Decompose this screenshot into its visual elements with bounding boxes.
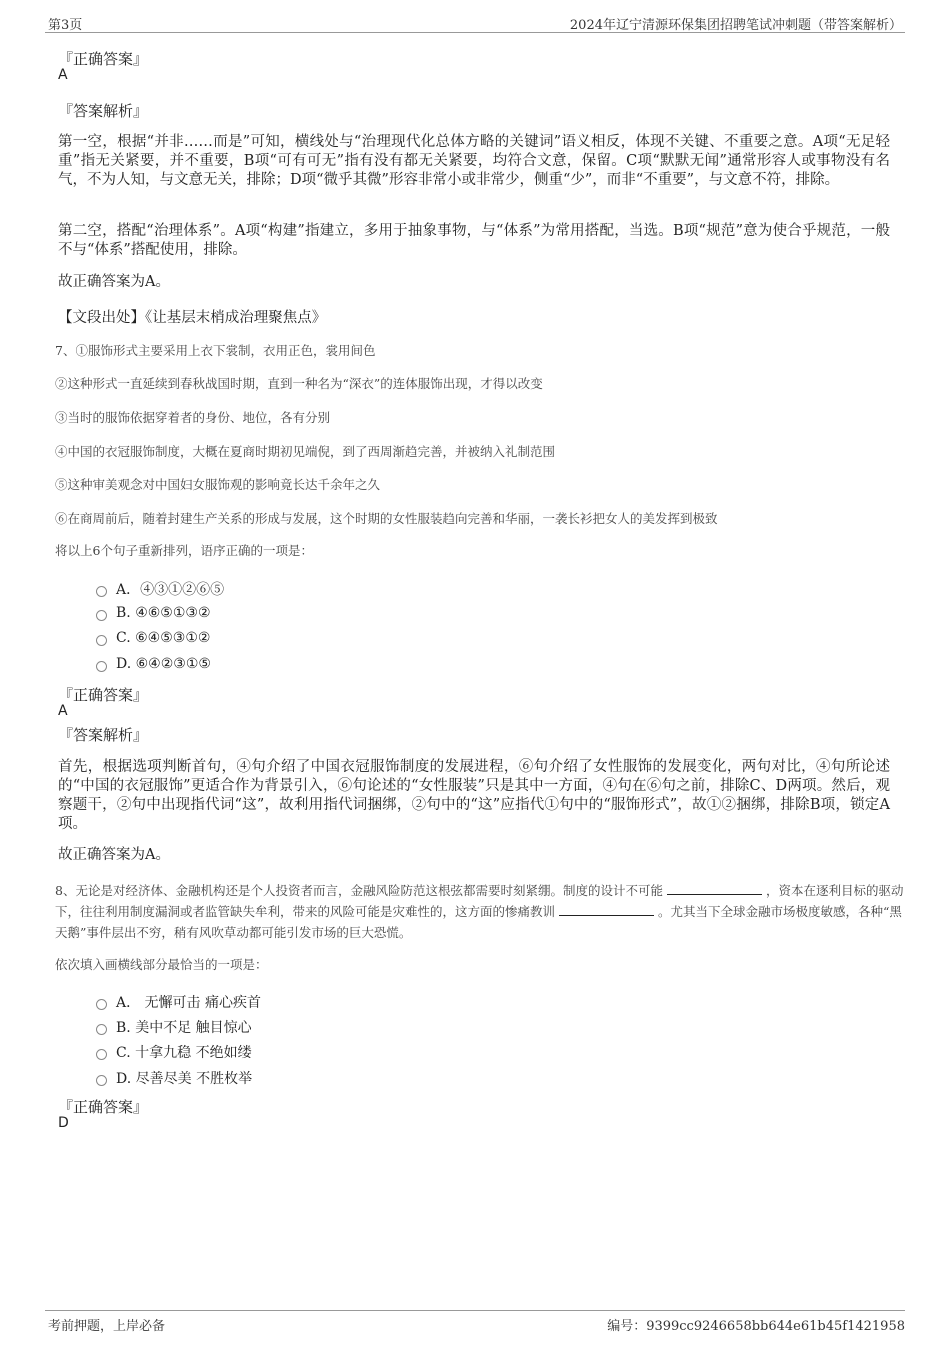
answer-label: 『正确答案』	[58, 1098, 149, 1116]
option-a[interactable]	[96, 992, 261, 1012]
page-footer	[45, 1310, 905, 1335]
question-line: ④中国的衣冠服饰制度，大概在夏商时期初见端倪，到了西周渐趋完善，并被纳入礼制范围	[55, 444, 556, 459]
fill-blank	[667, 882, 762, 895]
stem-part: 。尤其当下全球金融市场极度敏感，各种“黑天鹅”事件层出不穷，稍有风吹草动都可能引发市场的巨大恐慌。	[55, 904, 902, 940]
radio-icon[interactable]	[96, 661, 107, 672]
option-label: D. 尽善尽美 不胜枚举	[116, 1071, 253, 1087]
radio-icon[interactable]	[96, 1049, 107, 1060]
option-d[interactable]	[96, 656, 211, 672]
option-label: B. 美中不足 触目惊心	[116, 1020, 252, 1036]
option-label: B. ④⑥⑤①③②	[116, 605, 211, 621]
conclusion-text: 故正确答案为A。	[58, 274, 170, 290]
page-header	[45, 12, 905, 33]
option-d[interactable]	[96, 1068, 252, 1088]
question-prompt: 将以上6个句子重新排列，语序正确的一项是：	[55, 543, 313, 558]
question-line: 7、①服饰形式主要采用上衣下裳制，衣用正色，裳用间色	[55, 343, 376, 358]
question-line: ⑥在商周前后，随着封建生产关系的形成与发展，这个时期的女性服装趋向完善和华丽，一袭长衫把女人的美发挥到极致	[55, 511, 718, 526]
analysis-paragraph: 首先，根据选项判断首句，④句介绍了中国衣冠服饰制度的发展进程，⑥句介绍了女性服饰的发展变化，两句对比，④句所论述的“中国的衣冠服饰”更适合作为背景引入，⑥句论述的“女性服装”只是其中一方面，④句在⑥句之前，排除C、D两项。然后，观察题干，②句中出现指代词“这”，故利用指代词捆绑，②句中的“这”应指代①句中的“服饰形式”，故①②捆绑，排除B项，锁定A项。	[58, 759, 890, 832]
question-stem	[55, 880, 905, 943]
option-a[interactable]	[96, 579, 224, 599]
answer-value: A	[58, 67, 68, 83]
radio-icon[interactable]	[96, 586, 107, 597]
radio-icon[interactable]	[96, 999, 107, 1010]
analysis-label: 『答案解析』	[58, 102, 149, 120]
question-prompt: 依次填入画横线部分最恰当的一项是：	[55, 957, 268, 972]
radio-icon[interactable]	[96, 635, 107, 646]
document-title: 2024年辽宁清源环保集团招聘笔试冲刺题（带答案解析）	[569, 18, 902, 33]
option-label: A．④③①②⑥⑤	[116, 582, 225, 598]
analysis-paragraph: 第二空，搭配“治理体系”。A项“构建”指建立，多用于抽象事物，与“体系”为常用搭配，当选。B项“规范”意为使合乎规范，一般不与“体系”搭配使用，排除。	[58, 223, 890, 258]
source-citation: 【文段出处】《让基层末梢成治理聚焦点》	[58, 310, 327, 326]
answer-label: 『正确答案』	[58, 686, 149, 704]
radio-icon[interactable]	[96, 610, 107, 621]
option-label: C. ⑥④⑤③①②	[116, 630, 211, 646]
option-label: D. ⑥④②③①⑤	[116, 656, 211, 672]
analysis-label: 『答案解析』	[58, 726, 149, 744]
answer-label: 『正确答案』	[58, 50, 149, 68]
option-c[interactable]	[96, 1042, 252, 1062]
page-number: 第3页	[48, 18, 83, 33]
answer-value: D	[58, 1115, 69, 1131]
stem-part: 8、无论是对经济体、金融机构还是个人投资者而言，金融风险防范这根弦都需要时刻紧绷。制度的设计不可能	[55, 883, 663, 898]
analysis-paragraph: 第一空，根据“并非……而是”可知，横线处与“治理现代化总体方略的关键词”语义相反，体现不关键、不重要之意。A项“无足轻重”指无关紧要，并不重要，B项“可有可无”指有没有都无关紧要，均符合文意，保留。C项“默默无闻”通常形容人或事物没有名气，不为人知，与文意无关，排除；D项“微乎其微”形容非常小或非常少，侧重“少”，而非“不重要”，与文意不符，排除。	[58, 134, 890, 188]
option-label: C. 十拿九稳 不绝如缕	[116, 1045, 252, 1061]
stem-part: ，资本在逐利目标的驱动下，往往利用制度漏洞或者监管缺失牟利，带来的风险可能是灾难性的，这方面的惨痛教训	[55, 883, 904, 919]
footer-slogan: 考前押题，上岸必备	[48, 1319, 166, 1334]
answer-value: A	[58, 703, 68, 719]
radio-icon[interactable]	[96, 1024, 107, 1035]
document-id: 编号：9399cc9246658bb644e61b45f1421958	[607, 1319, 905, 1334]
option-b[interactable]	[96, 605, 211, 621]
option-c[interactable]	[96, 630, 210, 646]
radio-icon[interactable]	[96, 1075, 107, 1086]
question-line: ⑤这种审美观念对中国妇女服饰观的影响竟长达千余年之久	[55, 477, 381, 492]
option-b[interactable]	[96, 1017, 252, 1037]
fill-blank	[559, 903, 654, 916]
option-label: A． 无懈可击 痛心疾首	[116, 995, 262, 1011]
conclusion-text: 故正确答案为A。	[58, 847, 170, 863]
question-line: ③当时的服饰依据穿着者的身份、地位，各有分别	[55, 410, 331, 425]
question-line: ②这种形式一直延续到春秋战国时期，直到一种名为“深衣”的连体服饰出现，才得以改变	[55, 376, 543, 391]
